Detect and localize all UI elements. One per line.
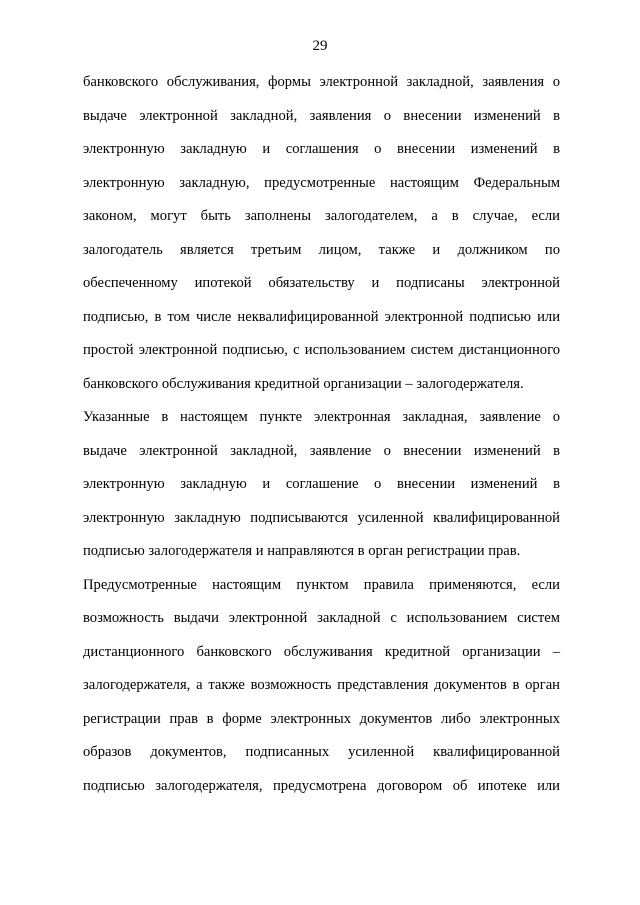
text-line: банковского обслуживания кредитной организации – залогодержателя. [83,375,524,392]
text-line: обеспеченному ипотекой обязательству и подписаны электронной [83,275,560,291]
text-line: залогодержателя, а также возможность представления документов в орган [83,677,560,693]
text-line: образов документов, подписанных усиленной квалифицированной [83,744,560,760]
text-line: подписью залогодержателя и направляются в орган регистрации прав. [83,543,521,559]
text-line: электронную закладную, предусмотренные настоящим Федеральным [83,174,560,191]
text-line: подписью, в том числе неквалифицированной электронной подписью или [83,308,560,325]
page-number: 29 [312,38,328,54]
text-line: выдаче электронной закладной, заявление о внесении изменений в [83,442,560,459]
text-line: регистрации прав в форме электронных документов либо электронных [83,710,560,727]
text-line: простой электронной подписью, с использованием систем дистанционного [83,342,560,358]
text-line: дистанционного банковского обслуживания кредитной организации – [83,643,560,660]
text-line: электронную закладную подписываются усиленной квалифицированной [83,509,560,526]
body-text [83,70,560,807]
text-line: возможность выдачи электронной закладной с использованием систем [83,610,560,626]
text-line: электронную закладную и соглашения о внесении изменений в [83,141,560,157]
text-line: подписью залогодержателя, предусмотрена договором об ипотеке или [83,777,560,794]
text-line: залогодатель является третьим лицом, также и должником по [83,241,560,258]
paragraph-start-line: Указанные в настоящем пункте электронная закладная, заявление о [83,409,560,425]
text-line: банковского обслуживания, формы электронной закладной, заявления о [83,74,560,90]
text-line: выдаче электронной закладной, заявления о внесении изменений в [83,107,560,124]
text-line: электронную закладную и соглашение о внесении изменений в [83,476,560,492]
paragraph-start-line: Предусмотренные настоящим пунктом правила применяются, если [83,576,560,593]
text-line: законом, могут быть заполнены залогодателем, а в случае, если [83,208,560,224]
